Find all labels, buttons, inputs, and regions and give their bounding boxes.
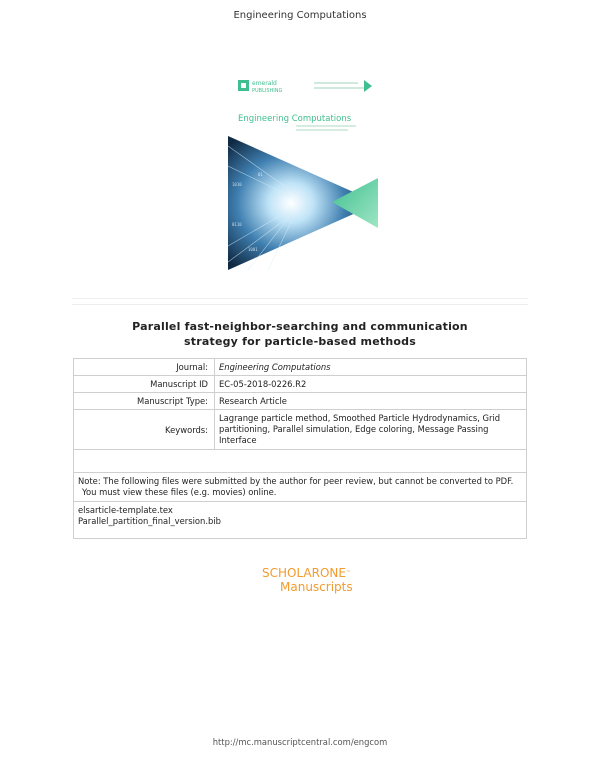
- article-title-line2: strategy for particle-based methods: [184, 335, 416, 348]
- svg-text:0110: 0110: [232, 222, 242, 227]
- triangle-icon: [364, 80, 372, 92]
- keywords-label: Keywords:: [74, 410, 215, 450]
- note-row: [74, 473, 527, 502]
- page-header: Engineering Computations: [233, 10, 367, 21]
- footer-url[interactable]: http://mc.manuscriptcentral.com/engcom: [212, 737, 388, 747]
- files-row: [74, 502, 527, 539]
- manuscript-type-row: [74, 393, 527, 410]
- svg-text:1010: 1010: [232, 182, 242, 187]
- manuscript-id-value: EC-05-2018-0226.R2: [215, 376, 527, 393]
- green-triangle-accent: [332, 178, 378, 228]
- svg-text:01: 01: [258, 172, 263, 177]
- journal-label: Journal:: [74, 359, 215, 376]
- note-line1: Note: The following files were submitted by the author for peer review, but cannot be converted to PDF.: [78, 476, 514, 486]
- journal-value: Engineering Computations: [215, 359, 527, 376]
- trademark: ™: [345, 570, 351, 576]
- binary-tunnel-image: [228, 66, 378, 270]
- publisher-name-top: emerald: [252, 80, 277, 87]
- divider: [72, 298, 528, 305]
- emerald-logo: [238, 80, 249, 91]
- manuscript-id-row: [74, 376, 527, 393]
- brand-line2: Manuscripts: [280, 580, 353, 594]
- journal-cover: [228, 66, 378, 270]
- manuscript-type-label: Manuscript Type:: [74, 393, 215, 410]
- file-item[interactable]: elsarticle-template.tex: [78, 505, 173, 515]
- manuscript-info-table: [73, 358, 527, 539]
- publisher-name-bottom: PUBLISHING: [252, 88, 283, 94]
- manuscript-type-value: Research Article: [215, 393, 527, 410]
- svg-text:1001: 1001: [248, 247, 258, 252]
- keywords-row: [74, 410, 527, 450]
- article-title: [100, 319, 500, 349]
- journal-row: [74, 359, 527, 376]
- manuscript-id-label: Manuscript ID: [74, 376, 215, 393]
- keywords-value: Lagrange particle method, Smoothed Particle Hydrodynamics, Grid partitioning, Parallel simulation, Edge coloring, Message Passing Interface: [215, 410, 527, 450]
- empty-row: [74, 450, 527, 473]
- article-title-line1: Parallel fast-neighbor-searching and communication: [132, 320, 468, 333]
- cover-title: Engineering Computations: [238, 114, 352, 124]
- note-line2: You must view these files (e.g. movies) online.: [82, 487, 277, 497]
- file-item[interactable]: Parallel_partition_final_version.bib: [78, 516, 221, 526]
- scholarone-logo: [262, 566, 352, 594]
- brand-line1: SCHOLARONE: [262, 566, 346, 580]
